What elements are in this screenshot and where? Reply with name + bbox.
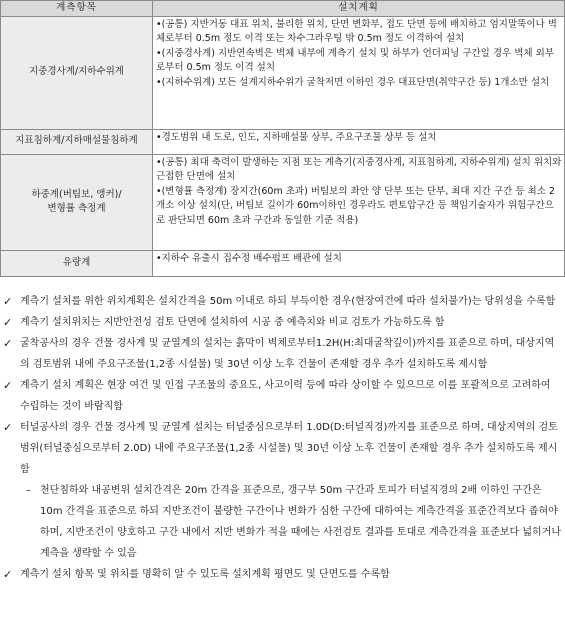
note-text: 천단침하와 내공변위 설치간격은 20m 간격을 표준으로, 갱구부 50m 구간과 토피가 터널직경의 2배 이하인 구간은 10m 간격을 표준으로 하되 지반조건이 불량한 구간이나 변화가 심한 구간에 대하여는 계측간격을 표준간격보다 좁혀야 하며, 지반조건이 양호하고 구간 내에서 지반 변화가 적을 때에는 사전검토 결과를 토대로 계측간격을 표준보다 넓히거나 계측을 생략할 수 있음	[40, 485, 562, 559]
table-row	[1, 250, 565, 276]
note-text: 계측기 설치 항목 및 위치를 명확히 알 수 있도록 설치계획 평면도 및 단면도를 수록함	[20, 569, 390, 580]
header-plan: 설치계획	[153, 1, 565, 17]
description-paragraph: •(공통) 지반거동 대표 위치, 불리한 위치, 단면 변화부, 접도 단면 등에 배치하고 엄지말뚝이나 벽체로부터 0.5m 정도 이격 또는 차수그라우팅 밖 0.5m 정도 이격하여 설치	[156, 18, 557, 44]
table-header-row	[1, 1, 565, 17]
check-icon: ✓	[3, 337, 13, 350]
check-icon: ✓	[3, 421, 13, 434]
table-row	[1, 16, 565, 129]
check-icon: ✓	[3, 379, 13, 392]
row-description	[153, 250, 565, 276]
list-item	[0, 564, 563, 585]
description-paragraph: •지하수 유출시 집수정 배수펌프 배관에 설치	[156, 252, 342, 264]
description-paragraph: •(변형률 측정계) 장지간(60m 초과) 버팀보의 좌안 양 단부 또는 단부, 최대 지간 구간 등 최소 2개소 이상 설치(단, 버팀보 길이가 60m이하인 경우라도 편토압구간 등 책임기술자가 위험구간으로 판단되면 60m 초과 구간과 동일한 기준 적용)	[156, 185, 555, 226]
description-paragraph: •(지하수위계) 모든 설계지하수위가 굴착저면 이하인 경우 대표단면(취약구간 등) 1개소만 설치	[156, 76, 550, 88]
row-description	[153, 16, 565, 129]
list-item	[0, 417, 563, 480]
description-paragraph: •(공통) 최대 축력이 발생하는 지점 또는 계측기(지중경사계, 지표침하계, 지하수위계) 설치 위치와 근접한 단면에 설치	[156, 156, 562, 182]
row-description	[153, 129, 565, 154]
row-category: 지중경사계/지하수위계	[1, 16, 153, 129]
note-text: 계측기 설치 계획은 현장 여건 및 인접 구조물의 중요도, 사고이력 등에 따라 상이할 수 있으므로 이를 포괄적으로 고려하여 수립하는 것이 바람직함	[20, 380, 551, 412]
row-category: 하중계(버팀보, 앵커)/ 변형률 측정계	[1, 154, 153, 250]
list-item	[0, 375, 563, 417]
description-paragraph: •(지중경사계) 지반연속벽은 벽체 내부에 계측기 설치 및 하부가 언더피닝 구간일 경우 벽체 외부로부터 0.5m 정도 이격 설치	[156, 47, 554, 73]
dash-icon: –	[26, 485, 31, 496]
sub-list-item	[0, 480, 563, 564]
note-text: 터널공사의 경우 건물 경사계 및 균열계 설치는 터널중심으로부터 1.0D(D:터널직경)까지를 표준으로 하며, 대상지역의 검토범위(터널중심으로부터 2.0D) 내에 주요구조물(1,2종 시설물) 및 30년 이상 노후 건물이 존재할 경우 추가 설치하도록 제시함	[20, 422, 558, 475]
row-description	[153, 154, 565, 250]
list-item	[0, 333, 563, 375]
description-paragraph: •경도범위 내 도로, 인도, 지하매설물 상부, 주요구조물 상부 등 설치	[156, 131, 437, 143]
list-item	[0, 312, 563, 333]
list-item	[0, 291, 563, 312]
notes-list	[0, 291, 563, 585]
header-item: 계측항목	[1, 1, 153, 17]
note-text: 계측기 설치를 위한 위치계획은 설치간격을 50m 이내로 하되 부득이한 경우(현장여건에 따라 설치불가)는 당위성을 수록함	[20, 296, 556, 307]
check-icon: ✓	[3, 568, 13, 581]
note-text: 계측기 설치위치는 지반안전성 검토 단면에 설치하여 시공 중 예측치와 비교 검토가 가능하도록 함	[20, 317, 445, 328]
row-category: 유량계	[1, 250, 153, 276]
check-icon: ✓	[3, 316, 13, 329]
table-row	[1, 129, 565, 154]
instrument-plan-table	[0, 0, 565, 277]
note-text: 굴착공사의 경우 건물 경사계 및 균열계의 설치는 흙막이 벽체로부터1.2H(H:최대굴착깊이)까지를 표준으로 하며, 대상지역의 검토범위 내에 주요구조물(1,2종 시설물) 및 30년 이상 노후 건물이 존재할 경우 추가 설치하도록 제시함	[20, 338, 555, 370]
row-category: 지표침하계/지하매설물침하계	[1, 129, 153, 154]
check-icon: ✓	[3, 295, 13, 308]
table-row	[1, 154, 565, 250]
